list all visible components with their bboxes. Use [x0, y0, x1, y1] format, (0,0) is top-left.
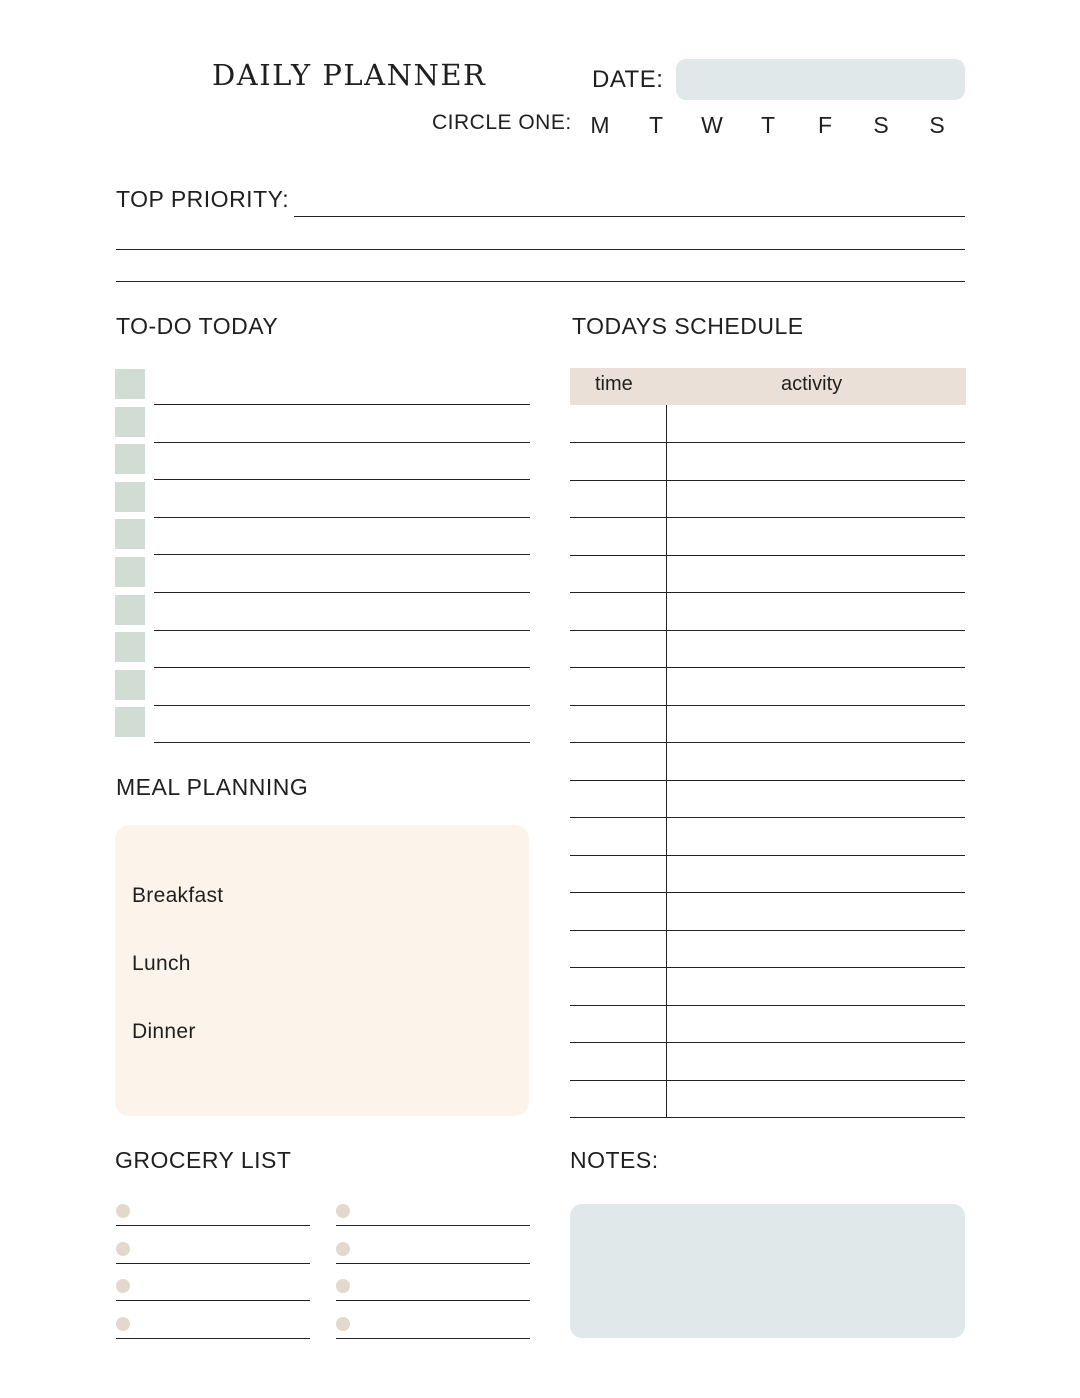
todo-checkbox[interactable] — [115, 670, 145, 700]
schedule-column-divider — [666, 405, 667, 1117]
day-monday[interactable]: M — [590, 112, 610, 138]
grocery-item-line[interactable] — [336, 1338, 530, 1339]
todo-heading: TO-DO TODAY — [116, 313, 279, 339]
schedule-row-line[interactable] — [570, 1005, 965, 1006]
notes-box[interactable] — [570, 1204, 965, 1338]
bullet-icon — [116, 1242, 130, 1256]
todo-line[interactable] — [154, 592, 530, 593]
grocery-item-line[interactable] — [336, 1225, 530, 1226]
lunch-label: Lunch — [132, 952, 191, 975]
todo-checkbox[interactable] — [115, 595, 145, 625]
todo-line[interactable] — [154, 517, 530, 518]
schedule-row-line[interactable] — [570, 1080, 965, 1081]
day-sunday[interactable]: S — [929, 112, 945, 138]
top-priority-label: TOP PRIORITY: — [116, 186, 290, 212]
grocery-item-line[interactable] — [116, 1225, 310, 1226]
schedule-row-line[interactable] — [570, 1042, 965, 1043]
schedule-row-line[interactable] — [570, 892, 965, 893]
top-priority-line[interactable] — [116, 249, 965, 250]
time-column-header: time — [595, 373, 633, 395]
grocery-item-line[interactable] — [116, 1338, 310, 1339]
meal-heading: MEAL PLANNING — [116, 774, 309, 800]
schedule-row-line[interactable] — [570, 817, 965, 818]
top-priority-line[interactable] — [116, 281, 965, 282]
schedule-row-line[interactable] — [570, 967, 965, 968]
schedule-row-line[interactable] — [570, 667, 965, 668]
date-input[interactable] — [676, 59, 965, 100]
schedule-heading: TODAYS SCHEDULE — [572, 313, 804, 339]
todo-checkbox[interactable] — [115, 407, 145, 437]
grocery-item-line[interactable] — [336, 1300, 530, 1301]
todo-line[interactable] — [154, 742, 530, 743]
grocery-item-line[interactable] — [336, 1263, 530, 1264]
breakfast-label: Breakfast — [132, 884, 224, 907]
page-title: DAILY PLANNER — [212, 58, 487, 92]
day-saturday[interactable]: S — [873, 112, 889, 138]
grocery-item-line[interactable] — [116, 1263, 310, 1264]
bullet-icon — [116, 1279, 130, 1293]
bullet-icon — [116, 1317, 130, 1331]
date-label: DATE: — [592, 66, 664, 93]
dinner-label: Dinner — [132, 1020, 196, 1043]
todo-checkbox[interactable] — [115, 482, 145, 512]
bullet-icon — [336, 1317, 350, 1331]
schedule-row-line[interactable] — [570, 742, 965, 743]
day-tuesday[interactable]: T — [648, 112, 664, 138]
bullet-icon — [336, 1279, 350, 1293]
todo-checkbox[interactable] — [115, 557, 145, 587]
day-friday[interactable]: F — [817, 112, 833, 138]
bullet-icon — [116, 1204, 130, 1218]
todo-checkbox[interactable] — [115, 707, 145, 737]
circle-one-label: CIRCLE ONE: — [432, 111, 572, 134]
day-thursday[interactable]: T — [760, 112, 776, 138]
schedule-row-line[interactable] — [570, 480, 965, 481]
grocery-heading: GROCERY LIST — [115, 1147, 292, 1173]
top-priority-line[interactable] — [294, 216, 965, 217]
schedule-row-line[interactable] — [570, 592, 965, 593]
day-wednesday[interactable]: W — [701, 112, 723, 138]
schedule-row-line[interactable] — [570, 855, 965, 856]
grocery-item-line[interactable] — [116, 1300, 310, 1301]
todo-line[interactable] — [154, 705, 530, 706]
todo-line[interactable] — [154, 667, 530, 668]
todo-line[interactable] — [154, 630, 530, 631]
todo-checkbox[interactable] — [115, 444, 145, 474]
schedule-row-line[interactable] — [570, 1117, 965, 1118]
todo-line[interactable] — [154, 554, 530, 555]
schedule-row-line[interactable] — [570, 442, 965, 443]
notes-heading: NOTES: — [570, 1147, 659, 1173]
todo-checkbox[interactable] — [115, 519, 145, 549]
todo-checkbox[interactable] — [115, 632, 145, 662]
activity-column-header: activity — [781, 373, 843, 395]
todo-line[interactable] — [154, 442, 530, 443]
schedule-row-line[interactable] — [570, 705, 965, 706]
bullet-icon — [336, 1204, 350, 1218]
schedule-row-line[interactable] — [570, 517, 965, 518]
bullet-icon — [336, 1242, 350, 1256]
schedule-row-line[interactable] — [570, 780, 965, 781]
schedule-row-line[interactable] — [570, 555, 965, 556]
schedule-row-line[interactable] — [570, 930, 965, 931]
schedule-header — [570, 368, 966, 405]
todo-line[interactable] — [154, 479, 530, 480]
todo-checkbox[interactable] — [115, 369, 145, 399]
schedule-row-line[interactable] — [570, 630, 965, 631]
todo-line[interactable] — [154, 404, 530, 405]
